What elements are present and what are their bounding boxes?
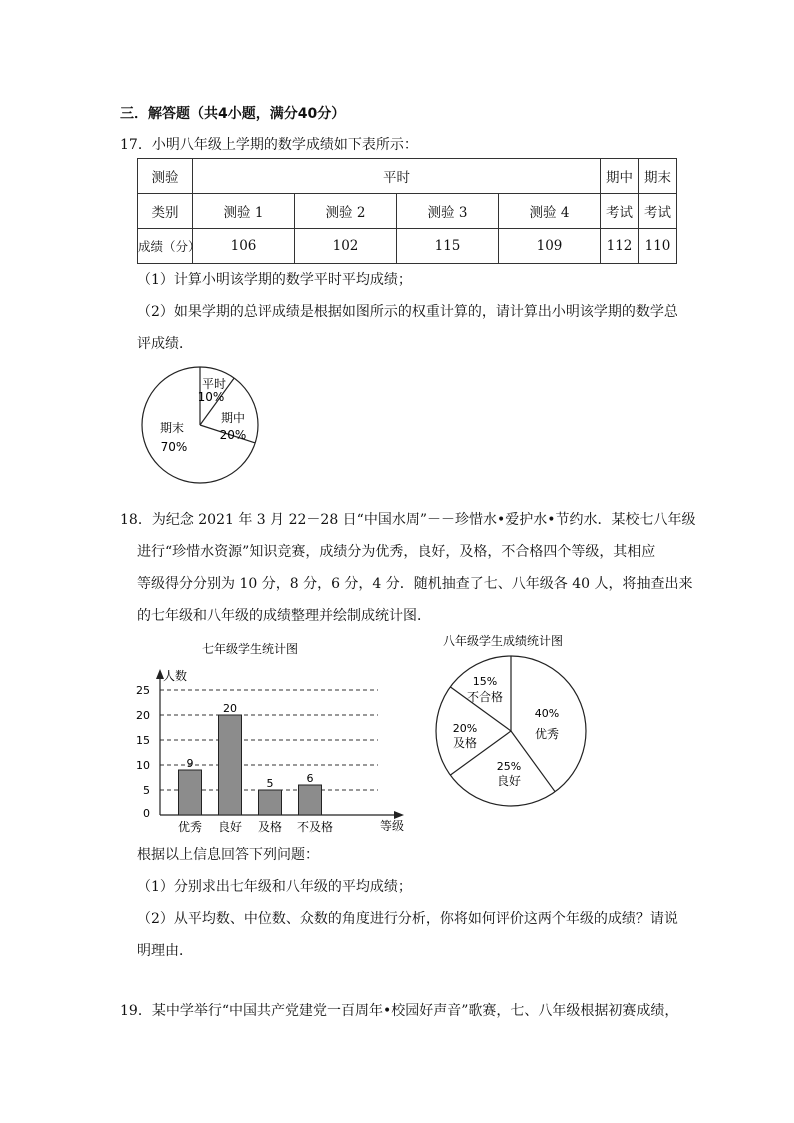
- q17-stem: 17．小明八年级上学期的数学成绩如下表所示：: [120, 137, 418, 153]
- pie-label-pct: 20%: [219, 428, 247, 442]
- y-tick-label: 20: [136, 709, 150, 722]
- table-row: [138, 194, 677, 229]
- bar-value-label: 6: [306, 772, 314, 785]
- table-cell: 测验 4: [499, 194, 601, 229]
- q18-part2-line2: 明理由．: [137, 943, 193, 959]
- bar: [299, 785, 322, 815]
- pie-chart-title: 八年级学生成绩统计图: [442, 634, 564, 648]
- table-cell: 112: [601, 229, 639, 264]
- pie-label-pct: 10%: [197, 390, 225, 404]
- table-cell: 测验: [138, 159, 193, 194]
- y-axis-label: 人数: [162, 669, 188, 683]
- x-axis-arrow: [394, 811, 404, 819]
- bar: [179, 770, 202, 815]
- x-tick-label: 不及格: [296, 820, 334, 834]
- q18-line4: 的七年级和八年级的成绩整理并绘制成统计图．: [137, 608, 431, 624]
- table-cell: 考试: [601, 194, 639, 229]
- q19-line1: 19．某中学举行“中国共产党建党一百周年•校园好声音”歌赛，七、八年级根据初赛成绩，: [120, 1003, 679, 1019]
- table-cell: 期末: [639, 159, 677, 194]
- table-row: [138, 159, 677, 194]
- pie-label-name: 及格: [452, 736, 478, 750]
- y-tick-label: 25: [136, 684, 150, 697]
- q18-part1: （1）分别求出七年级和八年级的平均成绩；: [137, 879, 412, 895]
- table-cell: 平时: [193, 159, 601, 194]
- pie-label-name: 平时: [201, 377, 227, 391]
- bar-value-label: 9: [186, 757, 194, 770]
- table-cell: 考试: [639, 194, 677, 229]
- x-tick-label: 及格: [257, 820, 283, 834]
- pie-label-pct: 70%: [160, 440, 188, 454]
- table-cell: 106: [193, 229, 295, 264]
- x-tick-label: 优秀: [177, 820, 203, 834]
- pie-label-pct: 15%: [472, 675, 498, 688]
- table-cell: 测验 2: [295, 194, 397, 229]
- q17-part2-line1: （2）如果学期的总评成绩是根据如图所示的权重计算的，请计算出小明该学期的数学总: [137, 304, 678, 320]
- q18-line1: 18．为纪念 2021 年 3 月 22－28 日“中国水周”－－珍惜水•爱护水•节约水．某校七八年级: [120, 512, 696, 528]
- table-cell: 115: [397, 229, 499, 264]
- q18-after: 根据以上信息回答下列问题：: [137, 847, 319, 863]
- q18-part2-line1: （2）从平均数、中位数、众数的角度进行分析，你将如何评价这两个年级的成绩？请说: [137, 911, 678, 927]
- bar-chart-title: 七年级学生统计图: [201, 642, 299, 656]
- table-cell: 期中: [601, 159, 639, 194]
- q18-line3: 等级得分分别为 10 分，8 分，6 分，4 分．随机抽查了七、八年级各 40 人，将抽查出来: [137, 576, 693, 592]
- y-tick-label: 5: [143, 784, 150, 797]
- q17-part1: （1）计算小明该学期的数学平时平均成绩；: [137, 272, 412, 288]
- grade7-bar-chart: [130, 635, 420, 840]
- bar-value-label: 20: [223, 702, 237, 715]
- table-cell: 109: [499, 229, 601, 264]
- bar: [259, 790, 282, 815]
- table-row: [138, 229, 677, 264]
- grade8-pie-chart: [425, 628, 595, 808]
- table-cell: 成绩（分）: [138, 229, 193, 264]
- section-heading: 三．解答题（共4小题，满分40分）: [120, 106, 346, 122]
- pie-label-name: 良好: [496, 774, 522, 788]
- bar: [219, 715, 242, 815]
- table-cell: 测验 1: [193, 194, 295, 229]
- pie-label-name: 优秀: [534, 727, 560, 741]
- pie-label-name: 期中: [220, 411, 246, 425]
- y-tick-label: 15: [136, 734, 150, 747]
- pie-label-pct: 40%: [534, 707, 560, 720]
- table-cell: 类别: [138, 194, 193, 229]
- table-cell: 102: [295, 229, 397, 264]
- q18-line2: 进行“珍惜水资源”知识竞赛，成绩分为优秀，良好，及格，不合格四个等级，其相应: [137, 544, 656, 560]
- x-tick-label: 良好: [217, 820, 243, 834]
- pie-label-pct: 25%: [496, 760, 522, 773]
- table-cell: 110: [639, 229, 677, 264]
- bar-value-label: 5: [266, 777, 274, 790]
- y-tick-label: 0: [143, 807, 150, 820]
- table-cell: 测验 3: [397, 194, 499, 229]
- x-axis-label: 等级: [379, 819, 405, 833]
- y-tick-label: 10: [136, 759, 150, 772]
- pie-label-pct: 20%: [452, 722, 478, 735]
- score-table: [137, 158, 677, 264]
- pie-label-name: 不合格: [466, 690, 504, 704]
- pie-label-name: 期末: [159, 421, 185, 435]
- q17-part2-line2: 评成绩．: [137, 336, 193, 352]
- q17-weight-pie-chart: [130, 360, 270, 490]
